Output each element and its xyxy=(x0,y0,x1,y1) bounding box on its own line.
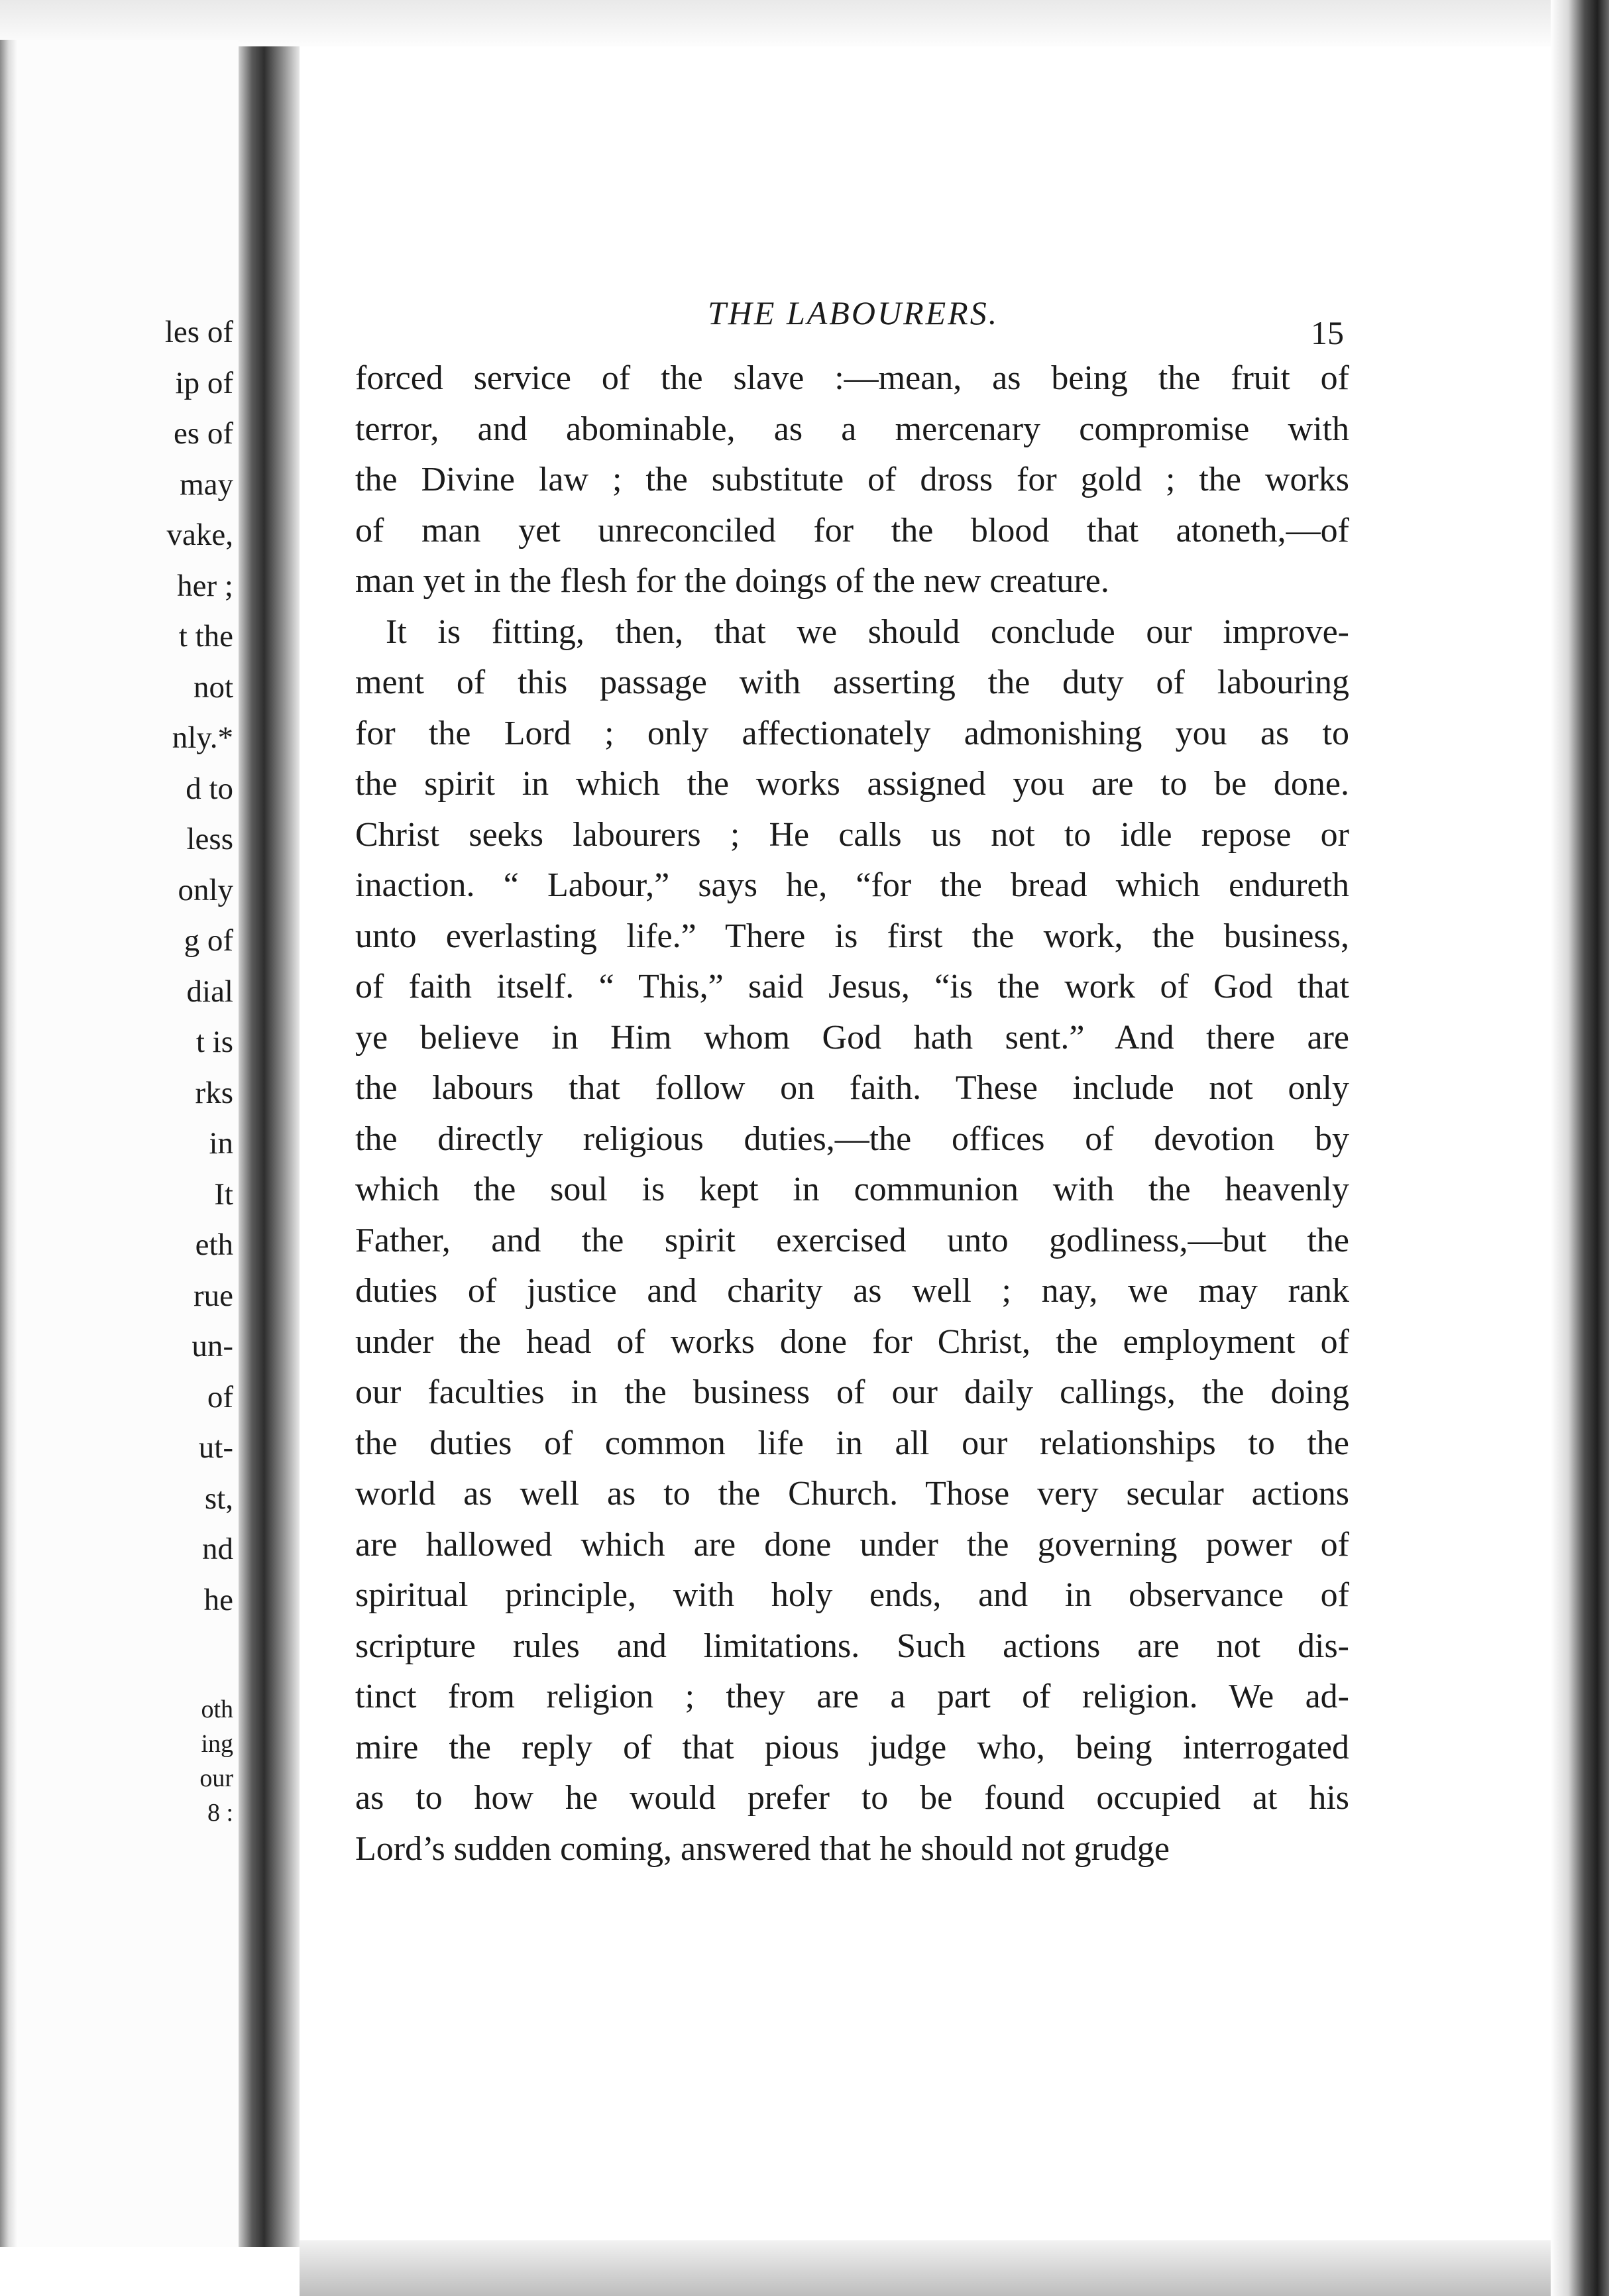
left-page-line: ip of xyxy=(175,365,233,400)
left-page-line: her ; xyxy=(177,568,233,603)
left-page-line: t the xyxy=(178,619,233,654)
text-line: tinct from religion ; they are a part of religion. We ad- xyxy=(355,1678,1349,1715)
left-page-line: t is xyxy=(195,1025,233,1059)
text-line: It is fitting, then, that we should conclude our improve- xyxy=(386,612,1349,651)
left-page-line: It xyxy=(214,1177,233,1212)
left-page-line: un- xyxy=(192,1329,233,1363)
text-line: the Divine law ; the substitute of dross for gold ; the works xyxy=(355,461,1349,498)
text-line: duties of justice and charity as well ; nay, we may rank xyxy=(355,1272,1349,1310)
text-line: our faculties in the business of our daily callings, the doing xyxy=(355,1373,1349,1411)
text-line: the directly religious duties,—the offices of devotion by xyxy=(355,1119,1349,1158)
text-line: of faith itself. “ This,” said Jesus, “is the work of God that xyxy=(355,968,1349,1005)
left-page-line: less xyxy=(186,822,233,856)
text-line: under the head of works done for Christ, the employment of xyxy=(355,1322,1349,1361)
text-line: are hallowed which are done under the governing power of xyxy=(355,1525,1349,1564)
text-line: inaction. “ Labour,” says he, “for the bread which endureth xyxy=(355,866,1349,904)
left-page-line: nly.* xyxy=(172,720,233,755)
left-page-line: only xyxy=(178,872,233,907)
scan-top-margin xyxy=(0,0,1609,52)
left-page-edge xyxy=(0,40,17,2247)
text-line: terror, and abominable, as a mercenary compromise with xyxy=(355,410,1349,448)
left-page-line: in xyxy=(209,1126,233,1161)
text-line: Lord’s sudden coming, answered that he should not grudge xyxy=(355,1829,1170,1868)
left-page-line: es of xyxy=(173,416,233,451)
text-line: scripture rules and limitations. Such actions are not dis- xyxy=(355,1627,1349,1665)
book-fore-edge xyxy=(1551,0,1609,2296)
text-line: mire the reply of that pious judge who, being interrogated xyxy=(355,1728,1349,1766)
running-head: THE LABOURERS. xyxy=(708,294,999,331)
left-page-line: dial xyxy=(186,974,233,1009)
book-gutter xyxy=(239,46,300,2247)
text-line: Father, and the spirit exercised unto godliness,—but the xyxy=(355,1221,1349,1259)
left-page-line: d to xyxy=(186,771,233,806)
left-page-line: he xyxy=(203,1582,233,1617)
text-line: ye believe in Him whom God hath sent.” And there are xyxy=(355,1018,1349,1057)
text-line: unto everlasting life.” There is first the work, the business, xyxy=(355,917,1349,955)
left-page-line: rue xyxy=(193,1278,233,1313)
left-page-footnote-line: ing xyxy=(201,1730,233,1758)
left-page-line: ut- xyxy=(198,1430,233,1465)
left-page-footnote-line: our xyxy=(199,1764,233,1792)
left-page-line: of xyxy=(207,1379,233,1414)
text-line: for the Lord ; only affectionately admonishing you as to xyxy=(355,714,1349,752)
text-line: the spirit in which the works assigned you are to be done. xyxy=(355,765,1349,803)
left-page-line: rks xyxy=(195,1075,233,1110)
text-line: the labours that follow on faith. These include not only xyxy=(355,1069,1349,1107)
left-page-line: vake, xyxy=(166,518,233,552)
text-line: Christ seeks labourers ; He calls us not to idle repose or xyxy=(355,815,1349,854)
text-line: of man yet unreconciled for the blood that atoneth,—of xyxy=(355,511,1349,549)
left-page-line: eth xyxy=(195,1228,233,1262)
left-page-line: les of xyxy=(164,315,233,349)
left-page-line: st, xyxy=(204,1481,233,1516)
left-page-line: may xyxy=(180,467,233,502)
left-page-line: g of xyxy=(184,923,233,958)
text-line: ment of this passage with asserting the duty of labouring xyxy=(355,663,1349,701)
left-page-footnote-line: oth xyxy=(201,1695,233,1723)
text-line: the duties of common life in all our relationships to the xyxy=(355,1424,1349,1462)
text-line: forced service of the slave :—mean, as being the fruit of xyxy=(355,359,1349,397)
text-line: world as well as to the Church. Those very secular actions xyxy=(355,1475,1349,1513)
left-page-line: not xyxy=(193,669,233,705)
left-page-footnote-line: 8 : xyxy=(207,1799,233,1827)
text-line: which the soul is kept in communion with the heavenly xyxy=(355,1171,1349,1208)
text-line: man yet in the flesh for the doings of the new creature. xyxy=(355,562,1109,600)
page-number: 15 xyxy=(1311,314,1344,351)
page-bottom-edge xyxy=(300,2240,1609,2296)
left-page-fragment xyxy=(0,40,239,2247)
left-page-line: nd xyxy=(202,1532,233,1566)
text-line: spiritual principle, with holy ends, and in observance of xyxy=(355,1576,1349,1614)
text-line: as to how he would prefer to be found occupied at his xyxy=(355,1779,1349,1817)
